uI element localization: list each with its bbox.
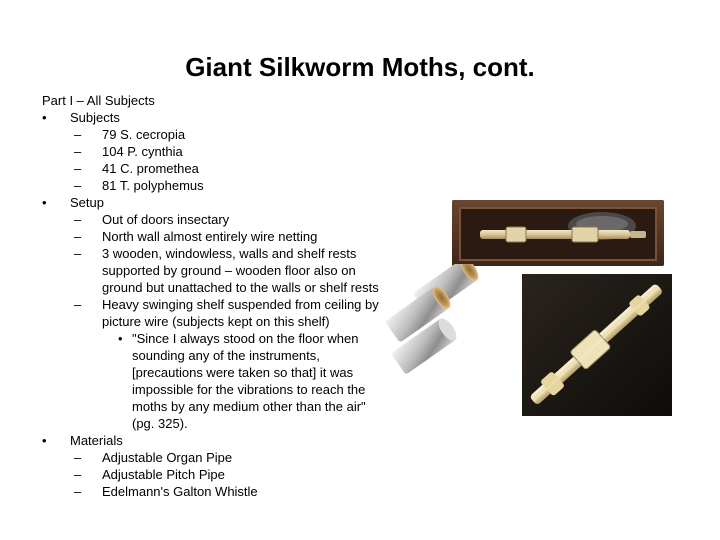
dash-marker: –: [74, 127, 82, 142]
bullet-setup: [42, 194, 382, 211]
list-item: [42, 211, 382, 228]
list-item: [42, 143, 382, 160]
bullet-label: Subjects: [70, 110, 120, 125]
dash-marker: –: [74, 246, 82, 261]
list-item-text: Out of doors insectary: [102, 212, 230, 227]
list-item: [42, 296, 382, 330]
dash-marker: –: [74, 229, 82, 244]
list-item-text: Edelmann's Galton Whistle: [102, 484, 258, 499]
list-item-text: Heavy swinging shelf suspended from ceiling by picture wire (subjects kept on this shelf): [102, 297, 379, 329]
part-heading: Part I – All Subjects: [42, 93, 155, 108]
bullet-materials: [42, 432, 382, 449]
bullet-marker: •: [42, 433, 47, 448]
bullet-marker: •: [118, 331, 123, 346]
list-item: [42, 245, 382, 296]
metal-pipe-tubes-photo: [380, 264, 508, 382]
list-item: [42, 160, 382, 177]
dash-marker: –: [74, 212, 82, 227]
list-item: [42, 177, 382, 194]
list-item: [42, 228, 382, 245]
list-item: [42, 449, 382, 466]
bullet-label: Setup: [70, 195, 104, 210]
galton-whistle-case-photo: [452, 200, 664, 266]
list-item: [42, 483, 382, 500]
dash-marker: –: [74, 161, 82, 176]
list-item: [42, 466, 382, 483]
bullet-marker: •: [42, 110, 47, 125]
bullet-label: Materials: [70, 433, 123, 448]
list-item-text: 3 wooden, windowless, walls and shelf rests supported by ground – wooden floor also on ground but unattached to the walls or shelf rests: [102, 246, 379, 295]
dash-marker: –: [74, 297, 82, 312]
slide-outline: [42, 92, 382, 500]
quote-text: "Since I always stood on the floor when sounding any of the instruments, [precautions were taken so that] it was impossible for the vibrations to reach the moths by any medium other than the air" (pg. 325).: [132, 331, 366, 431]
dash-marker: –: [74, 450, 82, 465]
list-item-text: North wall almost entirely wire netting: [102, 229, 318, 244]
bullet-subjects: [42, 109, 382, 126]
list-item-text: Adjustable Organ Pipe: [102, 450, 233, 465]
list-item: [42, 126, 382, 143]
dash-marker: –: [74, 467, 82, 482]
wooden-whistle-rod-photo: [522, 274, 672, 416]
bullet-marker: •: [42, 195, 47, 210]
dash-marker: –: [74, 144, 82, 159]
dash-marker: –: [74, 178, 82, 193]
slide-title: Giant Silkworm Moths, cont.: [185, 52, 535, 82]
list-item-text: Adjustable Pitch Pipe: [102, 467, 225, 482]
list-item-text: 79 S. cecropia: [102, 127, 186, 142]
quote-item: [42, 330, 382, 432]
list-item-text: 41 C. promethea: [102, 161, 199, 176]
dash-marker: –: [74, 484, 82, 499]
list-item-text: 81 T. polyphemus: [102, 178, 204, 193]
list-item-text: 104 P. cynthia: [102, 144, 183, 159]
